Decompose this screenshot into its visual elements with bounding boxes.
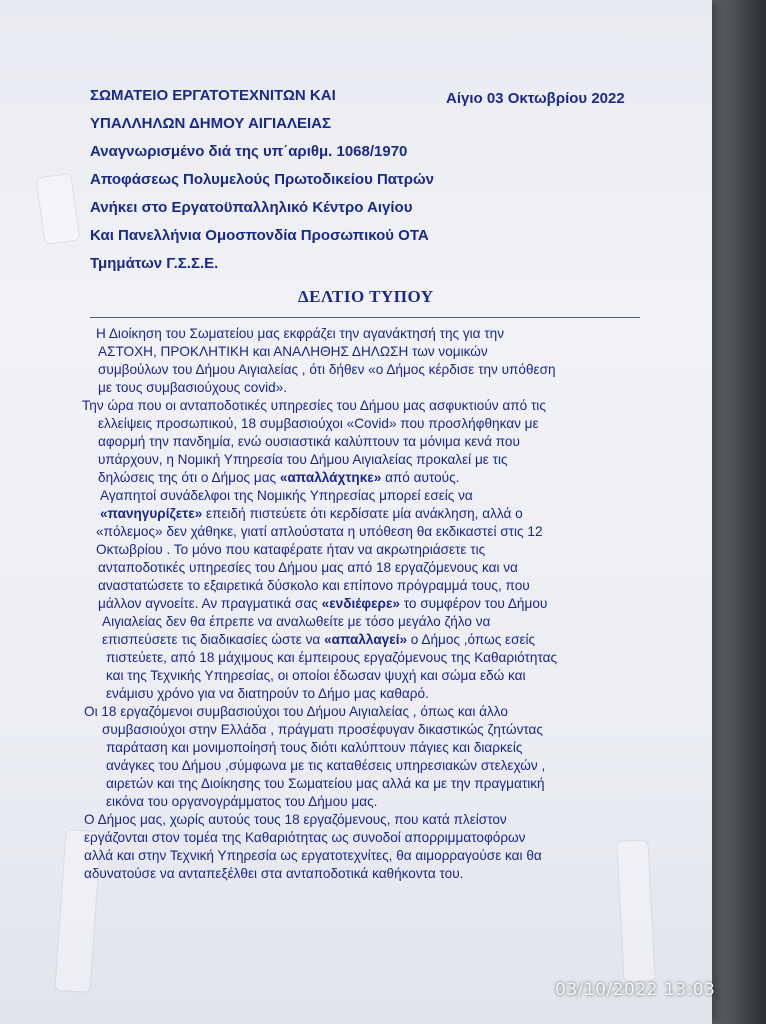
body-line bbox=[82, 865, 642, 883]
body-line bbox=[82, 415, 642, 433]
body-line bbox=[82, 739, 642, 757]
body-text: μάλλον αγνοείτε. Αν πραγματικά σας bbox=[98, 596, 322, 611]
body-text: με τους συμβασιούχους covid». bbox=[98, 380, 288, 395]
body-line bbox=[82, 631, 642, 649]
body-line bbox=[82, 343, 642, 361]
body-text: συμβούλων του Δήμου Αιγιαλείας , ότι δήθεν «ο Δήμος κέρδισε την υπόθεση bbox=[98, 362, 556, 377]
body-line bbox=[82, 685, 642, 703]
title-divider bbox=[90, 317, 640, 318]
letterhead-line: Ανήκει στο Εργατοϋπαλληλικό Κέντρο Αιγίου bbox=[90, 199, 413, 216]
press-release-body bbox=[82, 325, 642, 883]
body-text: «πόλεμος» δεν χάθηκε, γιατί απλούστατα η υπόθεση θα εκδικαστεί στις 12 bbox=[96, 524, 543, 539]
body-text: αφορμή την πανδημία, ενώ ουσιαστικά καλύπτουν τα μόνιμα κενά που bbox=[98, 434, 520, 449]
body-text: συμβασιούχοι στην Ελλάδα , πράγματι προσέφυγαν δικαστικώς ζητώντας bbox=[102, 722, 543, 737]
body-text: επειδή πιστεύετε ότι κερδίσατε μία ανάκληση, αλλά ο bbox=[202, 506, 523, 521]
union-letterhead bbox=[90, 82, 660, 278]
body-line bbox=[82, 577, 642, 595]
body-line bbox=[82, 595, 642, 613]
emphasized-text: «απαλλαγεί» bbox=[324, 632, 408, 647]
body-text: Αγαπητοί συνάδελφοι της Νομικής Υπηρεσίας μπορεί εσείς να bbox=[100, 488, 473, 503]
body-line bbox=[82, 433, 642, 451]
photo-timestamp: 03/10/2022 13:03 bbox=[555, 980, 716, 1000]
body-text: Η Διοίκηση του Σωματείου μας εκφράζει την αγανάκτησή της για την bbox=[96, 326, 505, 341]
body-line bbox=[82, 793, 642, 811]
letterhead-line: Και Πανελλήνια Ομοσπονδία Προσωπικού ΟΤΑ bbox=[90, 227, 429, 244]
body-line bbox=[82, 811, 642, 829]
body-line bbox=[82, 721, 642, 739]
body-line bbox=[82, 703, 642, 721]
body-text: εικόνα του οργανογράμματος του Δήμου μας. bbox=[106, 794, 378, 809]
letterhead-line: ΣΩΜΑΤΕΙΟ ΕΡΓΑΤΟΤΕΧΝΙΤΩΝ ΚΑΙ bbox=[90, 87, 336, 104]
body-line bbox=[82, 757, 642, 775]
body-text: Οκτωβρίου . Το μόνο που καταφέρατε ήταν να ακρωτηριάσετε τις bbox=[96, 542, 486, 557]
letterhead-line: Αποφάσεως Πολυμελούς Πρωτοδικείου Πατρών bbox=[90, 171, 435, 188]
body-text: υπάρχουν, η Νομική Υπηρεσία του Δήμου Αιγιαλείας προκαλεί με τις bbox=[98, 452, 508, 467]
body-line bbox=[82, 667, 642, 685]
letterhead-line: Αναγνωρισμένο διά της υπ΄αριθμ. 1068/1970 bbox=[90, 143, 408, 160]
body-text: Οι 18 εργαζόμενοι συμβασιούχοι του Δήμου Αιγιαλείας , όπως και άλλο bbox=[84, 704, 508, 719]
body-text: και της Τεχνικής Υπηρεσίας, οι οποίοι έδωσαν ψυχή και σώμα εδώ και bbox=[106, 668, 526, 683]
body-text: το συμφέρον του Δήμου bbox=[399, 596, 548, 611]
body-text: Αιγιαλείας δεν θα έπρεπε να αναλωθείτε με τόσο μεγάλο ζήλο να bbox=[102, 614, 491, 629]
body-text: αλλά και στην Τεχνική Υπηρεσία ως εργατοτεχνίτες, θα αιμορραγούσε και θα bbox=[84, 848, 542, 863]
body-text: ενάμισυ χρόνο για να διατηρούν το Δήμο μας καθαρό. bbox=[106, 686, 429, 701]
body-text: παράταση και μονιμοποίησή τους διότι καλύπτουν πάγιες και διαρκείς bbox=[106, 740, 523, 755]
body-text: εργάζονται στον τομέα της Καθαριότητας ως συνοδοί απορριμματοφόρων bbox=[84, 830, 526, 845]
body-text: Την ώρα που οι ανταποδοτικές υπηρεσίες του Δήμου μας ασφυκτιούν από τις bbox=[82, 398, 546, 413]
body-line bbox=[82, 379, 642, 397]
body-line bbox=[82, 847, 642, 865]
body-line bbox=[82, 361, 642, 379]
body-text: δηλώσεις της ότι ο Δήμος μας bbox=[98, 470, 280, 485]
body-line bbox=[82, 613, 642, 631]
body-line bbox=[82, 397, 642, 415]
body-line bbox=[82, 559, 642, 577]
body-text: ανταποδοτικές υπηρεσίες του Δήμου μας από 18 εργαζόμενους και να bbox=[98, 560, 518, 575]
body-text: αδυνατούσε να ανταπεξέλθει στα ανταποδοτικά καθήκοντα του. bbox=[84, 866, 464, 881]
document-title: ΔΕΛΤΙΟ ΤΥΠΟΥ bbox=[298, 287, 434, 306]
body-line bbox=[82, 325, 642, 343]
tape-piece bbox=[35, 173, 80, 245]
body-line bbox=[82, 469, 642, 487]
body-text: πιστεύετε, από 18 μάχιμους και έμπειρους εργαζόμενους της Καθαριότητας bbox=[106, 650, 558, 665]
body-text: ο Δήμος ,όπως εσείς bbox=[407, 632, 536, 647]
body-text: αναστατώσετε το εξαιρετικά δύσκολο και επίπονο πρόγραμμά τους, που bbox=[98, 578, 530, 593]
letterhead-line: ΥΠΑΛΛΗΛΩΝ ΔΗΜΟΥ ΑΙΓΙΑΛΕΙΑΣ bbox=[90, 115, 331, 132]
body-text: αιρετών και της Διοίκησης του Σωματείου μας αλλά κα με την πραγματική bbox=[106, 776, 545, 791]
body-text: ελλείψεις προσωπικού, 18 συμβασιούχοι «Covid» που προσλήφθηκαν με bbox=[98, 416, 539, 431]
body-line bbox=[82, 775, 642, 793]
body-line bbox=[82, 649, 642, 667]
document-date: Αίγιο 03 Οκτωβρίου 2022 bbox=[446, 90, 625, 107]
body-text: από αυτούς. bbox=[381, 470, 460, 485]
body-text: επισπεύσετε τις διαδικασίες ώστε να bbox=[102, 632, 325, 647]
emphasized-text: «ενδιέφερε» bbox=[321, 596, 400, 611]
body-text: Ο Δήμος μας, χωρίς αυτούς τους 18 εργαζόμενους, που κατά πλείστον bbox=[84, 812, 507, 827]
emphasized-text: «απαλλάχτηκε» bbox=[279, 470, 382, 485]
body-line bbox=[82, 505, 642, 523]
body-text: ανάγκες του Δήμου ,σύμφωνα με τις καταθέσεις υπηρεσιακών στελεχών , bbox=[106, 758, 546, 773]
body-line bbox=[82, 541, 642, 559]
emphasized-text: «πανηγυρίζετε» bbox=[100, 506, 203, 521]
body-text: ΑΣΤΟΧΗ, ΠΡΟΚΛΗΤΙΚΗ και ΑΝΑΛΗΘΗΣ ΔΗΛΩΣΗ των νομικών bbox=[98, 344, 488, 359]
body-line bbox=[82, 451, 642, 469]
body-line bbox=[82, 523, 642, 541]
body-line bbox=[82, 829, 642, 847]
letterhead-line: Τμημάτων Γ.Σ.Σ.Ε. bbox=[90, 255, 219, 272]
body-line bbox=[82, 487, 642, 505]
